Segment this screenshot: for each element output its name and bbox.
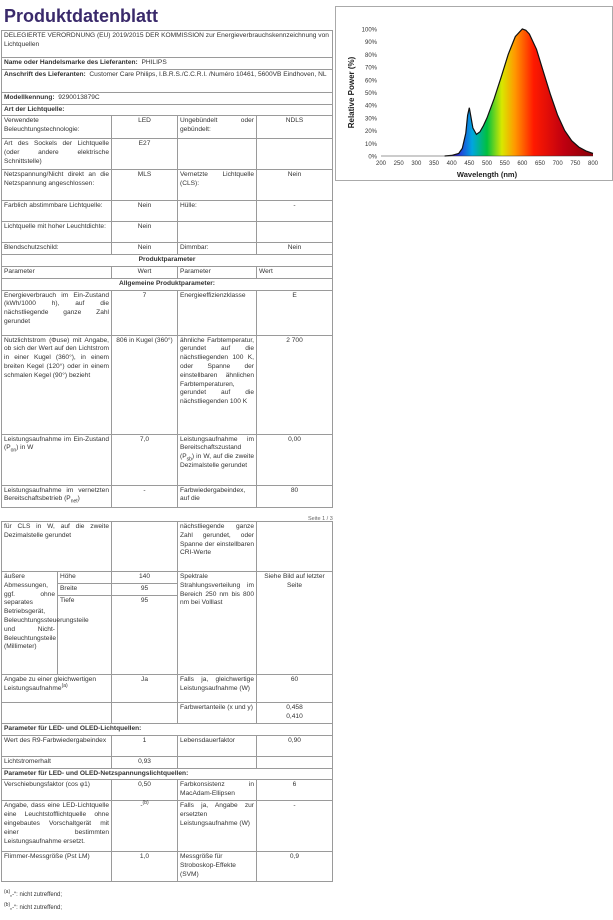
lt-label: Netzspannung/Nicht direkt an die Netzspannung angeschlossen:: [2, 170, 112, 201]
y-tick-label: 30%: [364, 116, 377, 123]
y-tick-label: 60%: [364, 78, 377, 85]
lt-label: Lichtquelle mit hoher Leuchtdichte:: [2, 222, 112, 243]
x-tick-label: 650: [534, 161, 546, 167]
footnote: $^{(b)}$„-“: nicht zutreffend;: [4, 902, 63, 911]
lt-label: Farblich abstimmbare Lichtquelle:: [2, 201, 112, 222]
col-header-param: Parameter: [2, 266, 112, 278]
param-label: Energieverbrauch im Ein-Zustand (kWh/1000 h), auf die nächstliegende ganze Zahl gerundet: [2, 290, 112, 335]
param-value: -: [257, 801, 333, 852]
param-label: Lichtstromerhalt: [2, 756, 112, 768]
supplier-name-row: [2, 58, 333, 70]
param-label: Farbwertanteile (x und y): [178, 703, 257, 724]
param-label: Falls ja, Angabe zur ersetzten Leistungsaufnahme (W): [178, 801, 257, 852]
y-tick-label: 10%: [364, 141, 377, 148]
param-label: Farbkonsistenz in MacAdam-Ellipsen: [178, 780, 257, 801]
param-value: 6: [257, 780, 333, 801]
x-tick-label: 350: [428, 161, 440, 167]
x-tick-label: 250: [393, 161, 404, 167]
lt-value: [257, 222, 333, 243]
param-label: Leistungsaufnahme im Ein-Zustand $(P_{on})$ in W: [2, 434, 112, 485]
lt-value: MLS: [112, 170, 178, 201]
param-value: 0,00: [257, 434, 333, 485]
lt-value: LED: [112, 116, 178, 139]
lt-label: Dimmbar:: [178, 243, 257, 255]
lt-value: E27: [112, 139, 178, 170]
y-tick-label: 20%: [364, 129, 377, 136]
param-value: 0,458 0,410: [257, 703, 333, 724]
lt-label: Vernetzte Lichtquelle (CLS):: [178, 170, 257, 201]
param-label: Falls ja, gleichwertige Leistungsaufnahme (W): [178, 675, 257, 703]
regulation-intro: DELEGIERTE VERORDNUNG (EU) 2019/2015 DER KOMMISSION zur Energieverbrauchskennzeichnung von Lichtquellen: [2, 31, 333, 58]
footnote: $^{(a)}$„-“: nicht zutreffend;: [4, 889, 63, 898]
lt-label: [178, 139, 257, 170]
param-value: 0,9: [257, 852, 333, 882]
lt-label: [178, 222, 257, 243]
param-value: -$^{(b)}$: [112, 801, 178, 852]
dimension-value: 95: [112, 584, 178, 596]
supplier-name-label: Name oder Handelsmarke des Lieferanten:: [4, 59, 138, 66]
param-label: Leistungsaufnahme im Bereitschaftszustand $(P_{sb})$ in W, auf die zweite Dezimalstelle gerundet: [178, 434, 257, 485]
param-label: Energieeffizienzklasse: [178, 290, 257, 335]
supplier-name-value: PHILIPS: [141, 59, 167, 66]
datasheet-table-continued: [1, 521, 333, 882]
dimension-key: Breite: [58, 584, 112, 596]
param-value: 2 700: [257, 335, 333, 434]
lt-value: [257, 139, 333, 170]
dimension-value: 140: [112, 572, 178, 584]
dimensions-label: äußere Abmessungen, ggf. ohne separates Betriebsgerät, Beleuchtungssteuerungsteile und Nicht-Beleuchtungsteile (Millimeter): [2, 572, 58, 675]
lt-value: Nein: [112, 201, 178, 222]
y-tick-label: 0%: [368, 154, 377, 161]
model-row: [2, 92, 333, 104]
x-tick-label: 700: [552, 161, 563, 167]
x-tick-label: 450: [464, 161, 475, 167]
y-axis-label: Relative Power (%): [347, 56, 356, 129]
lt-value: Nein: [257, 170, 333, 201]
lt-label: Hülle:: [178, 201, 257, 222]
param-label: Farbwiedergabeindex, auf die: [178, 485, 257, 507]
param-value: E: [257, 290, 333, 335]
model-label: Modellkennung:: [4, 93, 55, 101]
param-label: Lebensdauerfaktor: [178, 735, 257, 756]
param-label: nächstliegende ganze Zahl gerundet, oder Spanne der einstellbaren CRI-Werte: [178, 522, 257, 572]
model-value: 9290013879C: [58, 93, 100, 101]
param-label: ähnliche Farbtemperatur, gerundet auf die nächstliegenden 100 K, oder Spanne der einstellbaren ähnlichen Farbtemperaturen, gerundet auf die nächstliegenden 100 K: [178, 335, 257, 434]
supplier-address-row: [2, 69, 333, 92]
x-tick-label: 750: [570, 161, 581, 167]
general-params-heading: Allgemeine Produktparameter:: [2, 278, 333, 290]
lt-label: Verwendete Beleuchtungstechnologie:: [2, 116, 112, 139]
param-value: 1,0: [112, 852, 178, 882]
supplier-address-label: Anschrift des Lieferanten:: [4, 70, 86, 78]
dimension-value: 95: [112, 596, 178, 608]
param-label: Flimmer-Messgröße (Pst LM): [2, 852, 112, 882]
param-value: 7: [112, 290, 178, 335]
x-tick-label: 200: [375, 161, 387, 167]
lt-value: NDLS: [257, 116, 333, 139]
x-tick-label: 600: [517, 161, 528, 167]
param-value: 806 in Kugel (360°): [112, 335, 178, 434]
param-label: Nutzlichtstrom (Φuse) mit Angabe, ob sich der Wert auf den Lichtstrom in einer Kugel (360°), in einem breiten Kegel (120°) oder in einem schmalen Kegel (90°) bezieht: [2, 335, 112, 434]
y-tick-label: 50%: [364, 91, 377, 97]
spectrum-label: Spektrale Strahlungsverteilung im Bereich 250 nm bis 800 nm bei Volllast: [178, 572, 257, 675]
y-tick-label: 80%: [364, 52, 377, 59]
param-label: Leistungsaufnahme im vernetzten Bereitschaftsbetrieb $(P_{net})$: [2, 485, 112, 507]
spectrum-value: Siehe Bild auf letzter Seite: [257, 572, 333, 675]
x-tick-label: 300: [411, 161, 422, 167]
x-tick-label: 500: [481, 161, 493, 167]
supplier-address-value: Customer Care Philips, I.B.R.S./C.C.R.I. /Numéro 10461, 5600VB Eindhoven, NL: [89, 70, 327, 78]
y-tick-label: 70%: [364, 65, 377, 72]
lt-label: Art des Sockels der Lichtquelle (oder andere elektrische Schnittstelle): [2, 139, 112, 170]
x-tick-label: 400: [446, 161, 457, 167]
page-number: Seite 1 / 3: [308, 516, 333, 522]
param-value: 7,0: [112, 434, 178, 485]
lt-value: Nein: [112, 222, 178, 243]
param-value: 1: [112, 735, 178, 756]
page-title: Produktdatenblatt: [4, 6, 159, 26]
dimension-key: Tiefe: [58, 596, 112, 608]
param-label: Wert des R9-Farbwiedergabeindex: [2, 735, 112, 756]
dimension-key: Höhe: [58, 572, 112, 584]
lt-label: Ungebündelt oder gebündelt:: [178, 116, 257, 139]
y-tick-label: 90%: [364, 40, 377, 47]
param-label: für CLS in W, auf die zweite Dezimalstelle gerundet: [2, 522, 112, 572]
lt-value: Nein: [112, 243, 178, 255]
param-value: 0,90: [257, 735, 333, 756]
lt-label: Blendschutzschild:: [2, 243, 112, 255]
col-header-value: Wert: [257, 266, 333, 278]
mains-params-heading: Parameter für LED- und OLED-Netzspannungslichtquellen:: [2, 768, 333, 780]
param-value: 0,50: [112, 780, 178, 801]
param-label: Angabe zu einer gleichwertigen Leistungsaufnahme$^{(a)}$: [2, 675, 112, 703]
x-tick-label: 800: [587, 161, 599, 167]
param-value: [112, 522, 178, 572]
params-heading: Produktparameter: [2, 255, 333, 267]
lt-value: -: [257, 201, 333, 222]
col-header-param: Parameter: [178, 266, 257, 278]
param-value: [257, 522, 333, 572]
x-tick-label: 550: [499, 161, 510, 167]
param-value: 80: [257, 485, 333, 507]
param-label: Messgröße für Stroboskop-Effekte (SVM): [178, 852, 257, 882]
datasheet-table: [1, 30, 333, 508]
param-value: Ja: [112, 675, 178, 703]
y-tick-label: 100%: [361, 27, 377, 34]
param-value: 0,93: [112, 756, 178, 768]
spectrum-chart: [335, 6, 613, 181]
param-label: Verschiebungsfaktor (cos φ1): [2, 780, 112, 801]
led-params-heading: Parameter für LED- und OLED-Lichtquellen:: [2, 724, 333, 736]
y-tick-label: 40%: [364, 103, 377, 110]
x-axis-label: Wavelength (nm): [456, 170, 518, 179]
light-type-heading: Art der Lichtquelle:: [2, 104, 333, 116]
lt-value: Nein: [257, 243, 333, 255]
param-value: 60: [257, 675, 333, 703]
spectrum-chart-svg: [336, 7, 612, 180]
col-header-value: Wert: [112, 266, 178, 278]
param-label: Angabe, dass eine LED-Lichtquelle eine Leuchtstofflichtquelle ohne eingebautes Vorschaltgerät mit einer bestimmten Leistungsaufnahme ersetzt.: [2, 801, 112, 852]
param-value: -: [112, 485, 178, 507]
